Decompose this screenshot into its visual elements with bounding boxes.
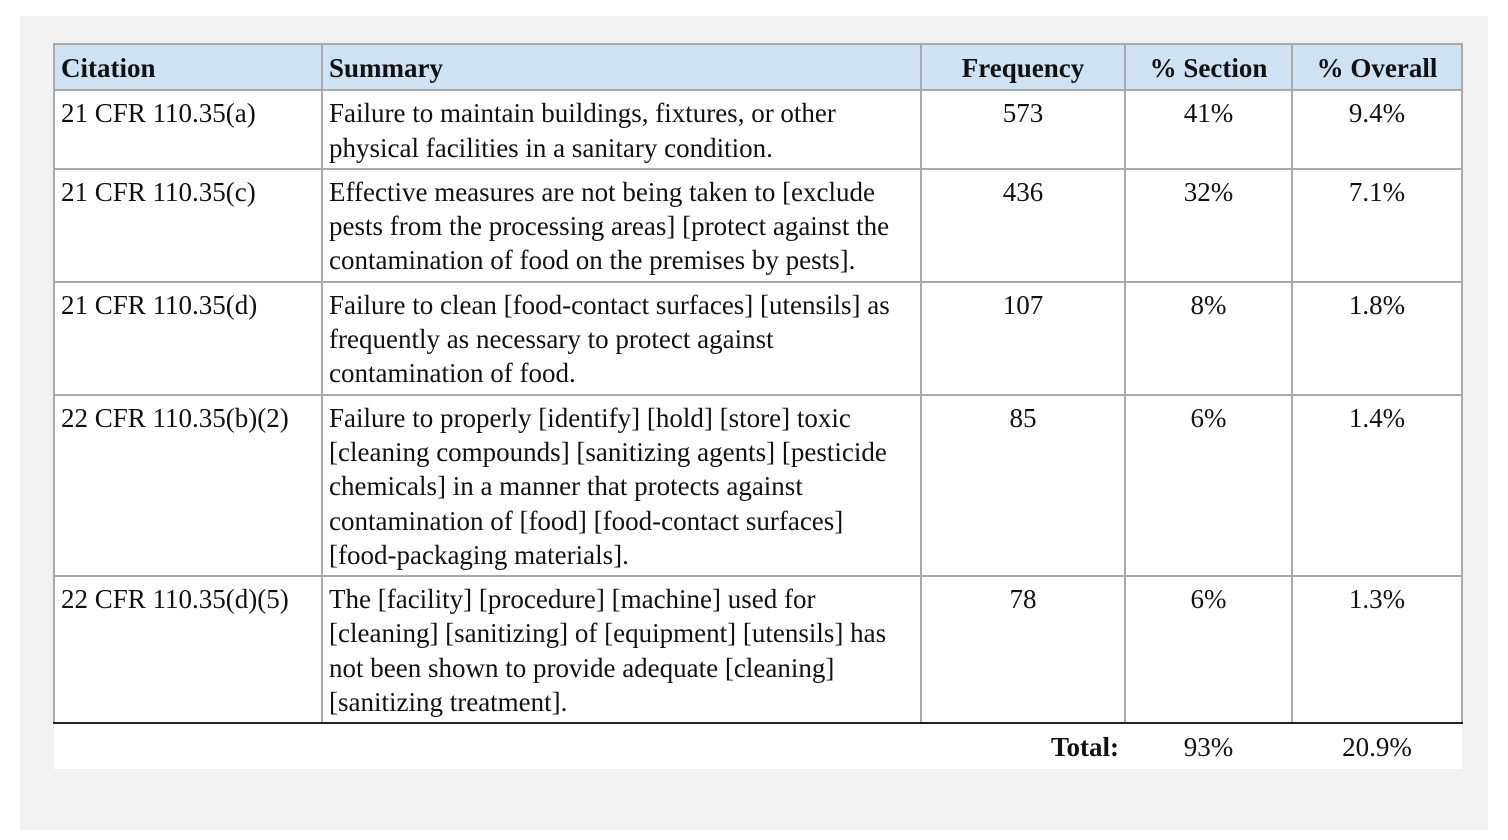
citation-cell: 21 CFR 110.35(d) (54, 282, 322, 395)
section-percent-cell: 41% (1125, 90, 1292, 169)
summary-cell: Failure to maintain buildings, fixtures, or other physical facilities in a sanitary condition. (322, 90, 921, 169)
citation-cell: 22 CFR 110.35(b)(2) (54, 395, 322, 576)
header-frequency: Frequency (921, 44, 1125, 90)
citation-cell: 21 CFR 110.35(a) (54, 90, 322, 169)
citation-cell: 21 CFR 110.35(c) (54, 169, 322, 282)
citations-table (53, 43, 1463, 769)
frequency-cell: 78 (921, 576, 1125, 723)
summary-cell: Failure to clean [food-contact surfaces] [utensils] as frequently as necessary to protect against contamination of food. (322, 282, 921, 395)
table-header-row (54, 44, 1462, 90)
table-row (54, 395, 1462, 576)
overall-percent-cell: 7.1% (1292, 169, 1462, 282)
section-percent-cell: 32% (1125, 169, 1292, 282)
frequency-cell: 573 (921, 90, 1125, 169)
frequency-cell: 107 (921, 282, 1125, 395)
section-percent-cell: 8% (1125, 282, 1292, 395)
header-citation: Citation (54, 44, 322, 90)
table-row (54, 282, 1462, 395)
frequency-cell: 85 (921, 395, 1125, 576)
table-row (54, 576, 1462, 723)
section-percent-cell: 6% (1125, 576, 1292, 723)
total-row (54, 723, 1462, 768)
total-label: Total: (54, 723, 1125, 768)
section-percent-cell: 6% (1125, 395, 1292, 576)
overall-percent-cell: 9.4% (1292, 90, 1462, 169)
header-section-percent: % Section (1125, 44, 1292, 90)
summary-cell: The [facility] [procedure] [machine] used for [cleaning] [sanitizing] of [equipment] [utensils] has not been shown to provide adequate [cleaning] [sanitizing treatment]. (322, 576, 921, 723)
summary-cell: Failure to properly [identify] [hold] [store] toxic [cleaning compounds] [sanitizing agents] [pesticide chemicals] in a manner that protects against contamination of [food] [food-contact surfaces] [food-packaging materials]. (322, 395, 921, 576)
header-overall-percent: % Overall (1292, 44, 1462, 90)
table-row (54, 90, 1462, 169)
total-overall-percent: 20.9% (1292, 723, 1462, 768)
summary-cell: Effective measures are not being taken to [exclude pests from the processing areas] [protect against the contamination of food on the premises by pests]. (322, 169, 921, 282)
citation-cell: 22 CFR 110.35(d)(5) (54, 576, 322, 723)
overall-percent-cell: 1.8% (1292, 282, 1462, 395)
overall-percent-cell: 1.4% (1292, 395, 1462, 576)
total-section-percent: 93% (1125, 723, 1292, 768)
overall-percent-cell: 1.3% (1292, 576, 1462, 723)
frequency-cell: 436 (921, 169, 1125, 282)
table-row (54, 169, 1462, 282)
header-summary: Summary (322, 44, 921, 90)
